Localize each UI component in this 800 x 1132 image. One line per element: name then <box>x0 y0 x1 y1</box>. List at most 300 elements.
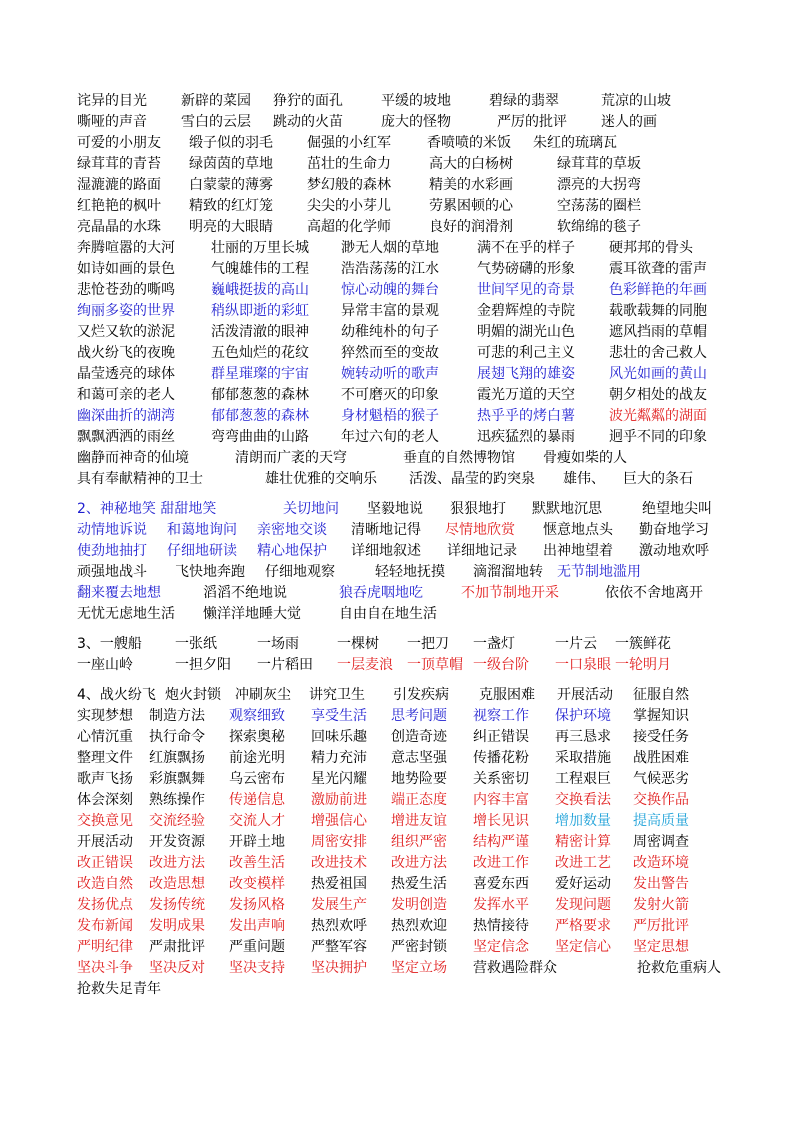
phrase: 仔细地研读 <box>167 543 237 559</box>
phrase: 增长见识 <box>473 813 529 829</box>
phrase: 保护环境 <box>555 708 611 724</box>
phrase: 激动地欢呼 <box>639 543 709 559</box>
phrase: 坚定思想 <box>633 939 689 955</box>
phrase: 风光如画的黄山 <box>609 366 707 382</box>
phrase: 一簇鲜花 <box>615 636 671 652</box>
phrase: 交换看法 <box>555 792 611 808</box>
phrase: 传播花粉 <box>473 750 529 766</box>
text-line <box>77 238 777 259</box>
phrase: 巨大的条石 <box>623 471 693 487</box>
phrase: 改进方法 <box>149 855 205 871</box>
phrase: 动情地诉说 <box>77 522 147 538</box>
phrase: 增进友谊 <box>391 813 447 829</box>
phrase: 一张纸 <box>175 636 217 652</box>
text-line <box>77 541 777 562</box>
phrase: 无节制地滥用 <box>557 564 641 580</box>
phrase: 悲怆苍劲的嘶鸣 <box>77 282 175 298</box>
phrase: 严厉批评 <box>633 918 689 934</box>
phrase: 世间罕见的奇景 <box>477 282 575 298</box>
phrase: 懒洋洋地睡大觉 <box>203 606 301 622</box>
phrase: 亲密地交谈 <box>257 522 327 538</box>
phrase: 坚决反对 <box>149 960 205 976</box>
phrase: 郁郁葱葱的森林 <box>211 387 309 403</box>
phrase: 飞快地奔跑 <box>175 564 245 580</box>
phrase: 默默地沉思 <box>532 501 602 517</box>
text-line <box>77 469 777 490</box>
phrase: 发明创造 <box>391 897 447 913</box>
text-line <box>77 790 777 811</box>
text-line <box>77 499 777 520</box>
word-list-document <box>77 91 777 1000</box>
phrase: 空荡荡的圈栏 <box>557 198 641 214</box>
phrase: 结构严谨 <box>473 834 529 850</box>
phrase: 周密调查 <box>633 834 689 850</box>
phrase: 引发疾病 <box>393 687 449 703</box>
phrase: 改善生活 <box>229 855 285 871</box>
phrase: 自由自在地生活 <box>339 606 437 622</box>
phrase: 庞大的怪物 <box>381 114 451 130</box>
text-line <box>77 301 777 322</box>
phrase: 开发资源 <box>149 834 205 850</box>
phrase: 开展活动 <box>77 834 133 850</box>
phrase: 喜爱东西 <box>473 876 529 892</box>
phrase: 红旗飘扬 <box>149 750 205 766</box>
phrase: 碧绿的翡翠 <box>489 93 559 109</box>
phrase: 坚定立场 <box>391 960 447 976</box>
phrase: 劳累困顿的心 <box>429 198 513 214</box>
phrase: 梦幻般的森林 <box>307 177 391 193</box>
phrase: 清晰地记得 <box>351 522 421 538</box>
phrase: 端正态度 <box>391 792 447 808</box>
text-line <box>77 655 777 676</box>
phrase: 观察细致 <box>229 708 285 724</box>
phrase: 周密安排 <box>311 834 367 850</box>
phrase: 一口泉眼 <box>555 657 611 673</box>
text-line <box>77 91 777 112</box>
phrase: 交流经验 <box>149 813 205 829</box>
phrase: 骨瘦如柴的人 <box>543 450 627 466</box>
phrase: 星光闪耀 <box>311 771 367 787</box>
text-line <box>77 916 777 937</box>
phrase: 狠狠地打 <box>450 501 506 517</box>
phrase: 抢救失足青年 <box>77 981 161 997</box>
phrase: 一片稻田 <box>257 657 313 673</box>
phrase: 思考问题 <box>391 708 447 724</box>
phrase: 交换作品 <box>633 792 689 808</box>
phrase: 发现问题 <box>555 897 611 913</box>
text-line <box>77 112 777 133</box>
phrase: 一盏灯 <box>473 636 515 652</box>
section-gap <box>77 490 777 499</box>
phrase: 冲刷灰尘 <box>235 687 291 703</box>
phrase: 飘飘洒洒的雨丝 <box>77 429 175 445</box>
phrase: 严格要求 <box>555 918 611 934</box>
phrase: 活泼清澈的眼神 <box>211 324 309 340</box>
phrase: 改进工作 <box>473 855 529 871</box>
phrase: 热乎乎的烤白薯 <box>477 408 575 424</box>
phrase: 波光粼粼的湖面 <box>609 408 707 424</box>
phrase: 仔细地观察 <box>265 564 335 580</box>
phrase: 坚定信念 <box>473 939 529 955</box>
text-line <box>77 811 777 832</box>
phrase: 改正错误 <box>77 855 133 871</box>
phrase: 地势险要 <box>391 771 447 787</box>
phrase: 稍纵即逝的彩虹 <box>211 303 309 319</box>
phrase: 可悲的利己主义 <box>477 345 575 361</box>
phrase: 改进方法 <box>391 855 447 871</box>
phrase: 爱好运动 <box>555 876 611 892</box>
phrase: 热情接待 <box>473 918 529 934</box>
phrase: 整理文件 <box>77 750 133 766</box>
text-line <box>77 406 777 427</box>
phrase: 具有奉献精神的卫士 <box>77 471 203 487</box>
text-line <box>77 727 777 748</box>
phrase: 关系密切 <box>473 771 529 787</box>
phrase: 一片云 <box>555 636 597 652</box>
phrase: 制造方法 <box>149 708 205 724</box>
section-gap <box>77 625 777 634</box>
phrase: 又烂又软的淤泥 <box>77 324 175 340</box>
phrase: 坚决斗争 <box>77 960 133 976</box>
phrase: 2、神秘地笑 甜甜地笑 <box>77 501 217 517</box>
phrase: 活泼、晶莹的趵突泉 <box>409 471 535 487</box>
phrase: 激励前进 <box>311 792 367 808</box>
phrase: 3、一艘船 <box>77 636 142 652</box>
phrase: 热爱生活 <box>391 876 447 892</box>
phrase: 发扬风格 <box>229 897 285 913</box>
phrase: 创造奇迹 <box>391 729 447 745</box>
text-line <box>77 154 777 175</box>
text-line <box>77 259 777 280</box>
text-line <box>77 895 777 916</box>
phrase: 出神地望着 <box>543 543 613 559</box>
phrase: 严明纪律 <box>77 939 133 955</box>
phrase: 亮晶晶的水珠 <box>77 219 161 235</box>
phrase: 改造思想 <box>149 876 205 892</box>
phrase: 严肃批评 <box>149 939 205 955</box>
phrase: 克服困难 <box>479 687 535 703</box>
phrase: 视察工作 <box>473 708 529 724</box>
text-line <box>77 937 777 958</box>
phrase: 炮火封锁 <box>165 687 221 703</box>
phrase: 一层麦浪 <box>337 657 393 673</box>
phrase: 硬邦邦的骨头 <box>609 240 693 256</box>
phrase: 可爱的小朋友 <box>77 135 161 151</box>
phrase: 白蒙蒙的薄雾 <box>189 177 273 193</box>
phrase: 猝然而至的变故 <box>341 345 439 361</box>
phrase: 晶莹透亮的球体 <box>77 366 175 382</box>
phrase: 湿漉漉的路面 <box>77 177 161 193</box>
phrase: 接受任务 <box>633 729 689 745</box>
phrase: 组织严密 <box>391 834 447 850</box>
text-line <box>77 562 777 583</box>
phrase: 高大的白杨树 <box>429 156 513 172</box>
section-gap <box>77 676 777 685</box>
phrase: 绚丽多姿的世界 <box>77 303 175 319</box>
phrase: 奔腾喧嚣的大河 <box>77 240 175 256</box>
text-line <box>77 322 777 343</box>
phrase: 朱红的琉璃瓦 <box>533 135 617 151</box>
phrase: 坚决支持 <box>229 960 285 976</box>
phrase: 霞光万道的天空 <box>477 387 575 403</box>
phrase: 一座山岭 <box>77 657 133 673</box>
phrase: 气候恶劣 <box>633 771 689 787</box>
phrase: 讲究卫生 <box>309 687 365 703</box>
phrase: 和蔼可亲的老人 <box>77 387 175 403</box>
phrase: 发扬优点 <box>77 897 133 913</box>
phrase: 绿茸茸的青苔 <box>77 156 161 172</box>
text-line <box>77 634 777 655</box>
phrase: 一顶草帽 <box>407 657 463 673</box>
phrase: 传递信息 <box>229 792 285 808</box>
phrase: 跳动的火苗 <box>273 114 343 130</box>
text-line <box>77 175 777 196</box>
phrase: 绿茵茵的草地 <box>189 156 273 172</box>
phrase: 顽强地战斗 <box>77 564 147 580</box>
phrase: 倔强的小红军 <box>307 135 391 151</box>
phrase: 弯弯曲曲的山路 <box>211 429 309 445</box>
phrase: 开辟土地 <box>229 834 285 850</box>
phrase: 精力充沛 <box>311 750 367 766</box>
phrase: 遮风挡雨的草帽 <box>609 324 707 340</box>
text-line <box>77 769 777 790</box>
phrase: 群星璀璨的宇宙 <box>211 366 309 382</box>
phrase: 缎子似的羽毛 <box>189 135 273 151</box>
phrase: 热烈欢呼 <box>311 918 367 934</box>
phrase: 享受生活 <box>311 708 367 724</box>
text-line <box>77 448 777 469</box>
phrase: 高超的化学师 <box>307 219 391 235</box>
phrase: 执行命令 <box>149 729 205 745</box>
phrase: 幼稚纯朴的句子 <box>341 324 439 340</box>
phrase: 详细地叙述 <box>351 543 421 559</box>
phrase: 发明成果 <box>149 918 205 934</box>
text-line <box>77 979 777 1000</box>
phrase: 一场雨 <box>257 636 299 652</box>
phrase: 营救遇险群众 <box>473 960 557 976</box>
text-line <box>77 874 777 895</box>
phrase: 荒凉的山坡 <box>601 93 671 109</box>
phrase: 熟练操作 <box>149 792 205 808</box>
phrase: 明亮的大眼睛 <box>189 219 273 235</box>
phrase: 清朗而广袤的天穹 <box>235 450 347 466</box>
phrase: 载歌载舞的同胞 <box>609 303 707 319</box>
phrase: 精心地保护 <box>257 543 327 559</box>
phrase: 纠正错误 <box>473 729 529 745</box>
phrase: 内容丰富 <box>473 792 529 808</box>
phrase: 实现梦想 <box>77 708 133 724</box>
phrase: 依依不舍地离开 <box>605 585 703 601</box>
phrase: 渺无人烟的草地 <box>341 240 439 256</box>
phrase: 不加节制地开采 <box>461 585 559 601</box>
phrase: 一棵树 <box>337 636 379 652</box>
phrase: 发挥水平 <box>473 897 529 913</box>
phrase: 热烈欢迎 <box>391 918 447 934</box>
text-line <box>77 196 777 217</box>
phrase: 抢救危重病人 <box>637 960 721 976</box>
phrase: 严密封锁 <box>391 939 447 955</box>
phrase: 不可磨灭的印象 <box>341 387 439 403</box>
phrase: 郁郁葱葱的森林 <box>211 408 309 424</box>
phrase: 五色灿烂的花纹 <box>211 345 309 361</box>
phrase: 异常丰富的景观 <box>341 303 439 319</box>
phrase: 诧异的目光 <box>77 93 147 109</box>
phrase: 严整军容 <box>311 939 367 955</box>
text-line <box>77 685 777 706</box>
phrase: 震耳欲聋的雷声 <box>609 261 707 277</box>
phrase: 勤奋地学习 <box>639 522 709 538</box>
phrase: 壮丽的万里长城 <box>211 240 309 256</box>
phrase: 一担夕阳 <box>175 657 231 673</box>
phrase: 发射火箭 <box>633 897 689 913</box>
phrase: 关切地问 <box>283 501 339 517</box>
phrase: 绿茸茸的草坂 <box>557 156 641 172</box>
phrase: 雄壮优雅的交响乐 <box>265 471 377 487</box>
phrase: 提高质量 <box>633 813 689 829</box>
phrase: 一级台阶 <box>473 657 529 673</box>
phrase: 幽静而神奇的仙境 <box>77 450 189 466</box>
phrase: 改造自然 <box>77 876 133 892</box>
phrase: 探索奥秘 <box>229 729 285 745</box>
phrase: 改变模样 <box>229 876 285 892</box>
phrase: 工程艰巨 <box>555 771 611 787</box>
phrase: 心情沉重 <box>77 729 133 745</box>
text-line <box>77 343 777 364</box>
phrase: 坚决拥护 <box>311 960 367 976</box>
phrase: 改造环境 <box>633 855 689 871</box>
phrase: 交流人才 <box>229 813 285 829</box>
phrase: 发展生产 <box>311 897 367 913</box>
text-line <box>77 217 777 238</box>
phrase: 迷人的画 <box>601 114 657 130</box>
phrase: 征服自然 <box>633 687 689 703</box>
phrase: 精密计算 <box>555 834 611 850</box>
phrase: 体会深刻 <box>77 792 133 808</box>
phrase: 尖尖的小芽儿 <box>307 198 391 214</box>
text-line <box>77 604 777 625</box>
phrase: 雄伟、 <box>563 471 605 487</box>
phrase: 气势磅礴的形象 <box>477 261 575 277</box>
phrase: 一把刀 <box>407 636 449 652</box>
phrase: 明媚的湖光山色 <box>477 324 575 340</box>
phrase: 迅疾猛烈的暴雨 <box>477 429 575 445</box>
phrase: 改进工艺 <box>555 855 611 871</box>
phrase: 悲壮的舍己救人 <box>609 345 707 361</box>
text-line <box>77 583 777 604</box>
text-line <box>77 853 777 874</box>
phrase: 坚毅地说 <box>367 501 423 517</box>
phrase: 详细地记录 <box>447 543 517 559</box>
phrase: 茁壮的生命力 <box>307 156 391 172</box>
text-line <box>77 385 777 406</box>
phrase: 尽情地欣赏 <box>445 522 515 538</box>
phrase: 平缓的坡地 <box>381 93 451 109</box>
text-line <box>77 832 777 853</box>
phrase: 新辟的菜园 <box>181 93 251 109</box>
phrase: 精美的水彩画 <box>429 177 513 193</box>
phrase: 翻来覆去地想 <box>77 585 161 601</box>
phrase: 巍峨挺拔的高山 <box>211 282 309 298</box>
phrase: 精致的红灯笼 <box>189 198 273 214</box>
phrase: 绝望地尖叫 <box>642 501 712 517</box>
phrase: 4、战火纷飞 <box>77 687 156 703</box>
phrase: 良好的润滑剂 <box>429 219 513 235</box>
phrase: 发扬传统 <box>149 897 205 913</box>
text-line <box>77 364 777 385</box>
text-line <box>77 133 777 154</box>
phrase: 气魄雄伟的工程 <box>211 261 309 277</box>
text-line <box>77 748 777 769</box>
phrase: 和蔼地询问 <box>167 522 237 538</box>
text-line <box>77 958 777 979</box>
phrase: 掌握知识 <box>633 708 689 724</box>
phrase: 狰狞的面孔 <box>273 93 343 109</box>
text-line <box>77 706 777 727</box>
text-line <box>77 427 777 448</box>
phrase: 再三恳求 <box>555 729 611 745</box>
phrase: 红艳艳的枫叶 <box>77 198 161 214</box>
phrase: 乌云密布 <box>229 771 285 787</box>
phrase: 色彩鲜艳的年画 <box>609 282 707 298</box>
phrase: 回味乐趣 <box>311 729 367 745</box>
phrase: 采取措施 <box>555 750 611 766</box>
phrase: 幽深曲折的湖湾 <box>77 408 175 424</box>
phrase: 朝夕相处的战友 <box>609 387 707 403</box>
phrase: 一轮明月 <box>615 657 671 673</box>
phrase: 狼吞虎咽地吃 <box>339 585 423 601</box>
text-line <box>77 520 777 541</box>
phrase: 惬意地点头 <box>543 522 613 538</box>
phrase: 前途光明 <box>229 750 285 766</box>
phrase: 交换意见 <box>77 813 133 829</box>
phrase: 开展活动 <box>557 687 613 703</box>
phrase: 香喷喷的米饭 <box>427 135 511 151</box>
phrase: 滔滔不绝地说 <box>203 585 287 601</box>
phrase: 无忧无虑地生活 <box>77 606 175 622</box>
phrase: 金碧辉煌的寺院 <box>477 303 575 319</box>
phrase: 如诗如画的景色 <box>77 261 175 277</box>
text-line <box>77 280 777 301</box>
phrase: 惊心动魄的舞台 <box>341 282 439 298</box>
phrase: 战胜困难 <box>633 750 689 766</box>
phrase: 严厉的批评 <box>497 114 567 130</box>
phrase: 热爱祖国 <box>311 876 367 892</box>
phrase: 发布新闻 <box>77 918 133 934</box>
phrase: 垂直的自然博物馆 <box>403 450 515 466</box>
phrase: 坚定信心 <box>555 939 611 955</box>
phrase: 歌声飞扬 <box>77 771 133 787</box>
phrase: 身材魁梧的猴子 <box>341 408 439 424</box>
phrase: 发出警告 <box>633 876 689 892</box>
phrase: 增加数量 <box>555 813 611 829</box>
phrase: 嘶哑的声音 <box>77 114 147 130</box>
phrase: 软绵绵的毯子 <box>557 219 641 235</box>
phrase: 年过六旬的老人 <box>341 429 439 445</box>
phrase: 彩旗飘舞 <box>149 771 205 787</box>
phrase: 战火纷飞的夜晚 <box>77 345 175 361</box>
phrase: 漂亮的大拐弯 <box>557 177 641 193</box>
phrase: 发出声响 <box>229 918 285 934</box>
phrase: 雪白的云层 <box>181 114 251 130</box>
phrase: 满不在乎的样子 <box>477 240 575 256</box>
phrase: 浩浩荡荡的江水 <box>341 261 439 277</box>
phrase: 改进技术 <box>311 855 367 871</box>
phrase: 增强信心 <box>311 813 367 829</box>
phrase: 使劲地抽打 <box>77 543 147 559</box>
phrase: 迥乎不同的印象 <box>609 429 707 445</box>
phrase: 严重问题 <box>229 939 285 955</box>
phrase: 婉转动听的歌声 <box>341 366 439 382</box>
